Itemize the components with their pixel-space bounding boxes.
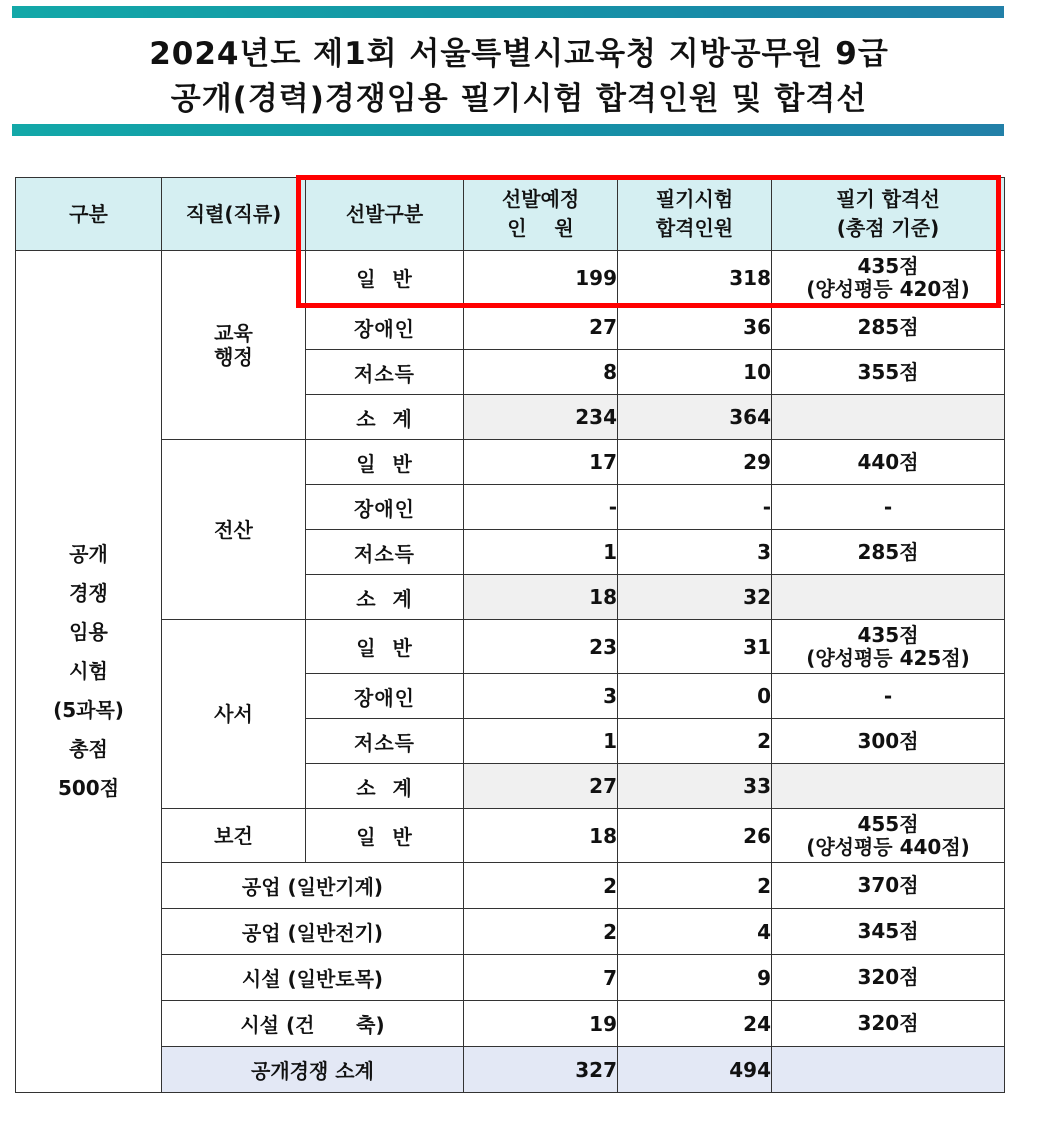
planned-count: 2 (464, 909, 618, 955)
planned-count: 2 (464, 863, 618, 909)
cutoff-score: 370점 (772, 863, 1005, 909)
table-row (16, 620, 1005, 674)
header-cutoff (772, 178, 1005, 251)
job-merged-label: 공업 (일반전기) (162, 909, 464, 955)
cutoff-main: 435점 (857, 622, 919, 647)
cutoff-score: 345점 (772, 909, 1005, 955)
selection-type: 저소득 (306, 719, 464, 764)
passed-count: 494 (618, 1047, 772, 1093)
selection-type: 장애인 (306, 485, 464, 530)
selection-type: 일 반 (306, 620, 464, 674)
passed-count: 4 (618, 909, 772, 955)
subtotal-label: 소 계 (306, 764, 464, 809)
category-line: 공개 (69, 542, 108, 566)
cutoff-empty (772, 575, 1005, 620)
table-row (16, 909, 1005, 955)
passed-count: 24 (618, 1001, 772, 1047)
planned-count: 1 (464, 719, 618, 764)
table-row (16, 809, 1005, 863)
header-planned-l2: 인 원 (507, 216, 574, 240)
header-category: 구분 (16, 178, 162, 251)
category-line: (5과목) (53, 698, 124, 722)
header-planned (464, 178, 618, 251)
planned-count: 199 (464, 251, 618, 305)
cutoff-score: 285점 (772, 305, 1005, 350)
passed-count: 9 (618, 955, 772, 1001)
job-merged-label: 시설 (일반토목) (162, 955, 464, 1001)
cutoff-empty (772, 764, 1005, 809)
bottom-decorative-bar (12, 124, 1004, 136)
selection-type: 일 반 (306, 251, 464, 305)
category-line: 500점 (57, 776, 120, 800)
planned-count: 17 (464, 440, 618, 485)
results-table (15, 177, 1005, 1093)
header-passed-l2: 합격인원 (655, 216, 734, 240)
cutoff-equality: (양성평등 425점) (806, 645, 970, 670)
public-subtotal-label: 공개경쟁 소계 (162, 1047, 464, 1093)
cutoff-empty (772, 1047, 1005, 1093)
passed-count: 29 (618, 440, 772, 485)
document-title-line1: 2024년도 제1회 서울특별시교육청 지방공무원 9급 (149, 36, 889, 72)
passed-count: 32 (618, 575, 772, 620)
cutoff-score (772, 251, 1005, 305)
job-health: 보건 (162, 809, 306, 863)
passed-count: - (618, 485, 772, 530)
cutoff-score: - (772, 674, 1005, 719)
subtotal-label: 소 계 (306, 395, 464, 440)
cutoff-score (772, 620, 1005, 674)
planned-count: 8 (464, 350, 618, 395)
selection-type: 일 반 (306, 440, 464, 485)
job-merged-label: 공업 (일반기계) (162, 863, 464, 909)
cutoff-score: 355점 (772, 350, 1005, 395)
planned-count: 1 (464, 530, 618, 575)
planned-count: 27 (464, 764, 618, 809)
job-computing: 전산 (162, 440, 306, 620)
document-title-line2: 공개(경력)경쟁임용 필기시험 합격인원 및 합격선 (170, 81, 868, 117)
planned-count: 19 (464, 1001, 618, 1047)
table-row (16, 863, 1005, 909)
cutoff-score: - (772, 485, 1005, 530)
passed-count: 26 (618, 809, 772, 863)
category-cell (16, 251, 162, 1093)
passed-count: 3 (618, 530, 772, 575)
subtotal-label: 소 계 (306, 575, 464, 620)
job-line: 교육 (214, 321, 253, 345)
selection-type: 저소득 (306, 530, 464, 575)
header-planned-l1: 선발예정 (501, 187, 580, 211)
selection-type: 장애인 (306, 674, 464, 719)
planned-count: 18 (464, 575, 618, 620)
passed-count: 36 (618, 305, 772, 350)
planned-count: 27 (464, 305, 618, 350)
passed-count: 318 (618, 251, 772, 305)
cutoff-score (772, 809, 1005, 863)
passed-count: 10 (618, 350, 772, 395)
cutoff-score: 300점 (772, 719, 1005, 764)
category-line: 시험 (69, 659, 108, 683)
table-row (16, 1001, 1005, 1047)
header-selection: 선발구분 (306, 178, 464, 251)
cutoff-score: 320점 (772, 955, 1005, 1001)
category-line: 임용 (69, 620, 108, 644)
passed-count: 2 (618, 719, 772, 764)
selection-type: 장애인 (306, 305, 464, 350)
public-subtotal-row (16, 1047, 1005, 1093)
header-cutoff-l2: (총점 기준) (836, 216, 940, 240)
category-line: 경쟁 (69, 581, 108, 605)
job-librarian: 사서 (162, 620, 306, 809)
planned-count: 7 (464, 955, 618, 1001)
top-decorative-bar (12, 6, 1004, 18)
cutoff-score: 320점 (772, 1001, 1005, 1047)
cutoff-score: 440점 (772, 440, 1005, 485)
category-line: 총점 (69, 737, 108, 761)
planned-count: 327 (464, 1047, 618, 1093)
header-cutoff-l1: 필기 합격선 (836, 187, 940, 211)
job-line: 행정 (214, 345, 253, 369)
selection-type: 저소득 (306, 350, 464, 395)
cutoff-main: 455점 (857, 811, 919, 836)
planned-count: - (464, 485, 618, 530)
cutoff-score: 285점 (772, 530, 1005, 575)
selection-type: 일 반 (306, 809, 464, 863)
planned-count: 234 (464, 395, 618, 440)
passed-count: 2 (618, 863, 772, 909)
header-passed (618, 178, 772, 251)
cutoff-equality: (양성평등 420점) (806, 276, 970, 301)
cutoff-empty (772, 395, 1005, 440)
passed-count: 0 (618, 674, 772, 719)
passed-count: 31 (618, 620, 772, 674)
job-merged-label: 시설 (건 축) (162, 1001, 464, 1047)
planned-count: 18 (464, 809, 618, 863)
cutoff-equality: (양성평등 440점) (806, 834, 970, 859)
passed-count: 364 (618, 395, 772, 440)
header-passed-l1: 필기시험 (655, 187, 734, 211)
table-row (16, 251, 1005, 305)
table-row (16, 955, 1005, 1001)
header-row (16, 178, 1005, 251)
passed-count: 33 (618, 764, 772, 809)
cutoff-main: 435점 (857, 253, 919, 278)
planned-count: 23 (464, 620, 618, 674)
job-edu-admin (162, 251, 306, 440)
header-job: 직렬(직류) (162, 178, 306, 251)
table-row (16, 440, 1005, 485)
planned-count: 3 (464, 674, 618, 719)
